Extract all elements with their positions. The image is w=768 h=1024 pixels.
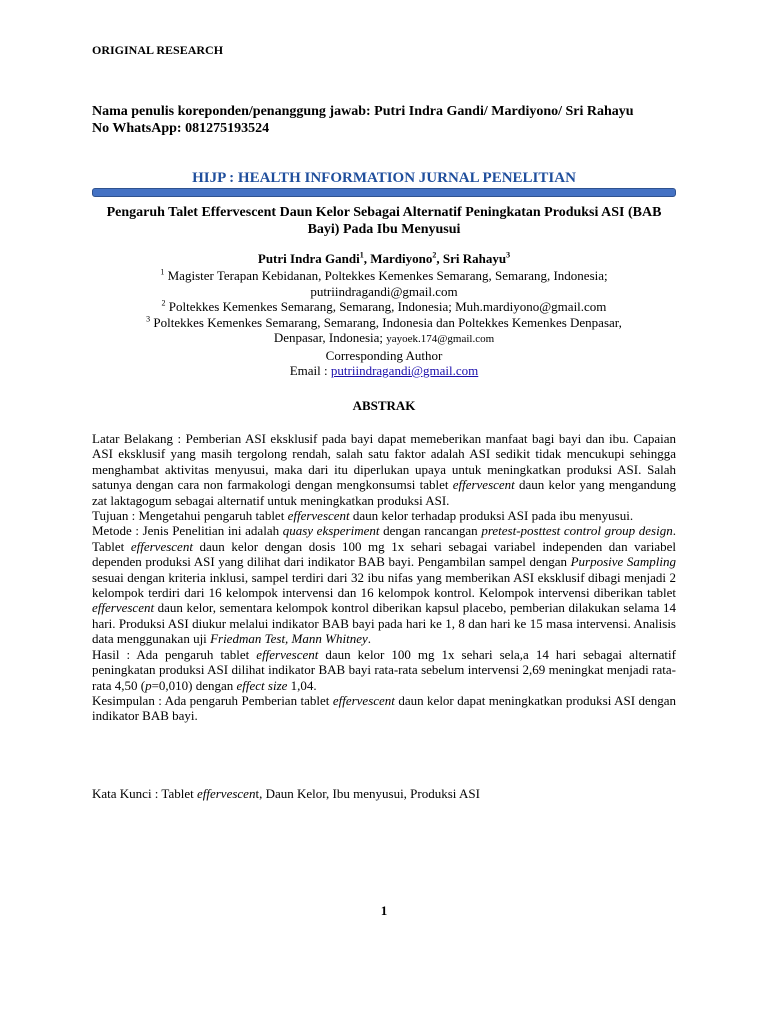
affiliation-1-email: putriindragandi@gmail.com bbox=[310, 283, 458, 299]
whatsapp-line: No WhatsApp: 081275193524 bbox=[92, 121, 270, 136]
corresponding-label: Corresponding Author bbox=[325, 347, 443, 363]
author-sup: 3 bbox=[506, 250, 511, 260]
affiliation-text: Poltekkes Kemenkes Semarang, Semarang, Indonesia dan Poltekkes Kemenkes Denpasar, bbox=[150, 314, 622, 330]
affiliation-sup: 3 bbox=[146, 314, 151, 324]
author-list: Putri Indra Gandi$^1$, Mardiyono$^2$, Sri Rahayu$^3$ bbox=[257, 250, 511, 266]
corresponding-author-line: Nama penulis koreponden/penanggung jawab: Putri Indra Gandi/ Mardiyono/ Sri Rahayu bbox=[92, 104, 634, 119]
abstract-method: Metode : Jenis Penelitian ini adalah quasy eksperiment dengan rancangan pretest-posttest control group design. Tablet effervescent daun kelor dengan dosis 100 mg 1x sehari sebagai variabel independen dan variabel dependen produksi ASI yang dilihat dari indikator BAB bayi. Pengambilan sampel dengan Purposive Sampling sesuai dengan kriteria inklusi, sampel terdiri dari 32 ibu nifas yang memberikan ASI eksklusif dibagi menjadi 2 kelompok terdiri dari 16 kelompok intervensi dan 16 kelompok kontrol. Kelompok intervensi diberikan tablet effervescent daun kelor, sementara kelompok kontrol diberikan kapsul placebo, pemberian dilakukan selama 14 hari. Produksi ASI diukur melalui indikator BAB bayi pada hari ke 1, 8 dan hari ke 15 masa intervensi. Analisis data menggunakan uji Friedman Test, Mann Whitney. bbox=[92, 523, 677, 647]
author-sup: 1 bbox=[359, 250, 364, 260]
affiliation-text: Magister Terapan Kebidanan, Poltekkes Kemenkes Semarang, Semarang, Indonesia; bbox=[164, 268, 608, 283]
affiliation-3 bbox=[92, 315, 676, 331]
author-name: Sri Rahayu bbox=[442, 251, 507, 266]
abstract-background: Latar Belakang : Pemberian ASI eksklusif pada bayi dapat memeberikan manfaat bagi bayi dan ibu. Capaian ASI eksklusif yang masih tergolong rendah, salah satu faktor adalah ASI sedikit tidak mencukupi sehingga menghambat aktivitas menyusui, maka dari itu diperlukan upaya untuk meningkatkan produksi ASI. Salah satunya dengan cara non farmakologi dengan mengkonsumsi tablet effervescent daun kelor yang mengandung zat laktagogum sebagai alternatif untuk meningkatkan produksi ASI. bbox=[92, 431, 676, 508]
journal-divider-bar bbox=[92, 188, 676, 197]
email-link[interactable]: putriindragandi@gmail.com bbox=[330, 363, 479, 378]
email-line bbox=[92, 363, 676, 379]
paper-title: Pengaruh Talet Effervescent Daun Kelor Sebagai Alternatif Peningkatan Produksi ASI (BAB Bayi) Pada Ibu Menyusui bbox=[106, 205, 662, 237]
email-label: Email : bbox=[289, 363, 331, 378]
author-name: Putri Indra Gandi bbox=[257, 251, 360, 266]
abstract-objective: Tujuan : Mengetahui pengaruh tablet effervescent daun kelor terhadap produksi ASI pada ibu menyusui. bbox=[92, 508, 634, 524]
affiliation-text: Poltekkes Kemenkes Semarang, Semarang, Indonesia; Muh.mardiyono@gmail.com bbox=[165, 299, 607, 314]
abstract-body bbox=[92, 431, 676, 724]
abstract-conclusion: Kesimpulan : Ada pengaruh Pemberian tablet effervescent daun kelor dapat meningkatkan produksi ASI dengan indikator BAB bayi. bbox=[92, 692, 676, 724]
affiliations bbox=[92, 268, 676, 379]
section-label: ORIGINAL RESEARCH bbox=[92, 43, 224, 57]
affiliation-sup: 2 bbox=[161, 298, 166, 308]
author-sup: 2 bbox=[432, 250, 437, 260]
affiliation-1 bbox=[92, 268, 676, 284]
affiliation-text: Denpasar, Indonesia; bbox=[273, 330, 387, 345]
author-name: Mardiyono bbox=[370, 251, 433, 266]
journal-name: HIJP : HEALTH INFORMATION JURNAL PENELITIAN bbox=[192, 170, 576, 186]
affiliation-2 bbox=[92, 299, 676, 315]
keywords: Kata Kunci : Tablet effervescent, Daun Kelor, Ibu menyusui, Produksi ASI bbox=[92, 786, 480, 801]
affiliation-3-cont bbox=[92, 330, 676, 348]
correspondence-block bbox=[92, 103, 682, 137]
affiliation-3-email: yayoek.174@gmail.com bbox=[386, 333, 495, 345]
abstract-result: Hasil : Ada pengaruh tablet effervescent daun kelor 100 mg 1x sehari sela,a 14 hari sebagai alternatif peningkatan produksi ASI dilihat indikator BAB bayi rata-rata sebelum intervensi 2,69 meningkat menjadi rata-rata 4,50 (p=0,010) dengan effect size 1,04. bbox=[92, 646, 676, 693]
abstract-heading: ABSTRAK bbox=[352, 398, 416, 413]
affiliation-sup: 1 bbox=[160, 267, 165, 277]
page-number: 1 bbox=[380, 903, 388, 918]
